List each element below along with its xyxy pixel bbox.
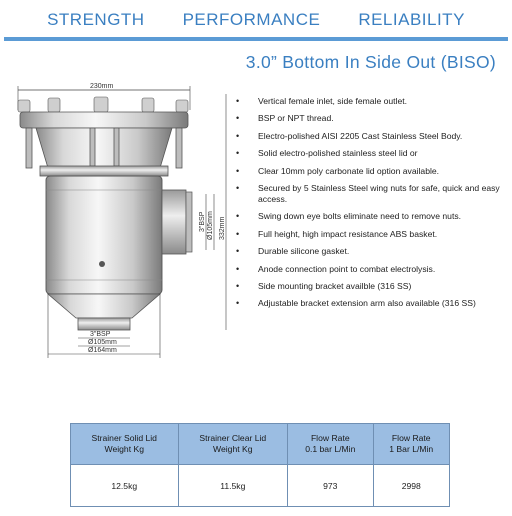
wing-nuts <box>18 97 188 112</box>
lid-cone <box>36 128 172 168</box>
feature-item: • Anode connection point to combat electrolysis. <box>232 264 504 275</box>
header-line: Flow Rate <box>310 433 350 443</box>
height-dimension-label: 332mm <box>219 216 226 240</box>
header-line: Weight Kg <box>213 444 253 454</box>
feature-item: • Vertical female inlet, side female outlet. <box>232 96 504 107</box>
header-line: Flow Rate <box>391 433 431 443</box>
strainer-drawing <box>6 80 244 362</box>
cell-clear-lid-weight: 11.5kg <box>178 465 288 507</box>
header-line: 1 Bar L/Min <box>389 444 434 454</box>
header-line: Weight Kg <box>104 444 144 454</box>
width-dimension-label: 230mm <box>90 83 114 90</box>
bottom-inlet <box>78 318 130 330</box>
feature-item: • Clear 10mm poly carbonate lid option available. <box>232 166 504 177</box>
header-line: Strainer Solid Lid <box>91 433 157 443</box>
feature-item: • Electro-polished AISI 2205 Cast Stainless Steel Body. <box>232 131 504 142</box>
header-word-performance: PERFORMANCE <box>182 10 321 29</box>
header-tagline <box>0 10 512 30</box>
strainer-body <box>46 176 162 294</box>
header-word-strength: STRENGTH <box>47 10 145 29</box>
anode-point <box>99 261 105 267</box>
header <box>0 0 512 44</box>
side-outlet <box>162 190 186 254</box>
header-flow-rate-1bar <box>373 424 450 465</box>
cell-flow-rate-01bar: 973 <box>288 465 373 507</box>
header-flow-rate-01bar <box>288 424 373 465</box>
feature-item: • Durable silicone gasket. <box>232 246 504 257</box>
header-divider <box>4 37 508 41</box>
cell-flow-rate-1bar: 2998 <box>373 465 450 507</box>
feature-list <box>232 96 504 316</box>
bottom-bsp-label: 3"BSP <box>90 331 111 338</box>
header-word-reliability: RELIABILITY <box>358 10 465 29</box>
header-solid-lid-weight <box>71 424 179 465</box>
header-line: Strainer Clear Lid <box>199 433 267 443</box>
header-clear-lid-weight <box>178 424 288 465</box>
header-line: 0.1 bar L/Min <box>305 444 356 454</box>
feature-item: • Full height, high impact resistance ABS basket. <box>232 229 504 240</box>
body-dia-label: Ø164mm <box>88 347 117 354</box>
feature-item: • Side mounting bracket availble (316 SS) <box>232 281 504 292</box>
product-title: 3.0” Bottom In Side Out (BISO) <box>245 52 496 72</box>
spec-table-row <box>71 465 450 507</box>
side-dia-label: Ø105mm <box>207 211 214 240</box>
strainer-lid <box>20 112 188 128</box>
spec-table <box>70 423 450 507</box>
spec-table-header-row <box>71 424 450 465</box>
feature-item: • BSP or NPT thread. <box>232 113 504 124</box>
feature-item: • Solid electro-polished stainless steel lid or <box>232 148 504 159</box>
side-bsp-label: 3"BSP <box>199 211 206 232</box>
feature-item: • Secured by 5 Stainless Steel wing nuts for safe, quick and easy access. <box>232 183 504 205</box>
body-flange <box>40 166 168 176</box>
base-cone <box>48 294 160 318</box>
cell-solid-lid-weight: 12.5kg <box>71 465 179 507</box>
bottom-dia-label: Ø105mm <box>88 339 117 346</box>
feature-item: • Swing down eye bolts eliminate need to remove nuts. <box>232 211 504 222</box>
feature-item: • Adjustable bracket extension arm also available (316 SS) <box>232 298 504 309</box>
